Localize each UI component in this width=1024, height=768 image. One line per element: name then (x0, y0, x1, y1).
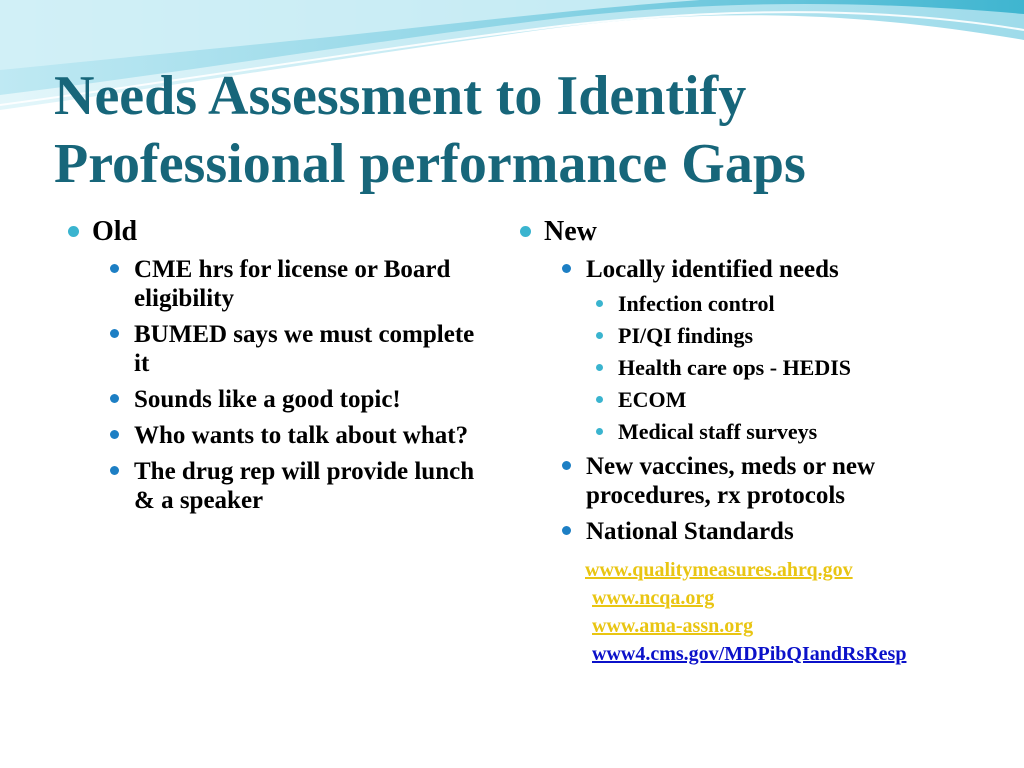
old-list (106, 255, 494, 515)
old-item: CME hrs for license or Board eligibility (106, 255, 494, 313)
old-item: Who wants to talk about what? (106, 421, 494, 450)
local-needs-item: Locally identified needs (558, 255, 986, 284)
new-vaccines-item: New vaccines, meds or new procedures, rx protocols (558, 452, 986, 510)
national-standards-item: National Standards (558, 517, 986, 546)
new-list (558, 255, 986, 284)
link-cms[interactable]: www4.cms.gov/MDPibQIandRsResp (592, 643, 907, 665)
local-needs-list (590, 291, 986, 444)
local-need-item: Infection control (590, 291, 986, 316)
local-need-item: PI/QI findings (590, 323, 986, 348)
standards-links (585, 560, 906, 672)
slide-title: Needs Assessment to Identify Professional performance Gaps (54, 65, 806, 195)
local-need-item: Health care ops - HEDIS (590, 355, 986, 380)
link-ama[interactable]: www.ama-assn.org (592, 615, 754, 637)
link-ncqa[interactable]: www.ncqa.org (592, 587, 715, 609)
new-column (516, 217, 986, 546)
local-need-item: ECOM (590, 387, 986, 412)
old-heading: Old (64, 217, 494, 247)
new-heading: New (516, 217, 986, 247)
local-need-item: Medical staff surveys (590, 419, 986, 444)
old-item: Sounds like a good topic! (106, 385, 494, 414)
old-item: The drug rep will provide lunch & a speaker (106, 457, 494, 515)
old-item: BUMED says we must complete it (106, 320, 494, 378)
link-ahrq[interactable]: www.qualitymeasures.ahrq.gov (585, 559, 853, 581)
old-column (64, 217, 494, 515)
new-list-continued (558, 452, 986, 546)
